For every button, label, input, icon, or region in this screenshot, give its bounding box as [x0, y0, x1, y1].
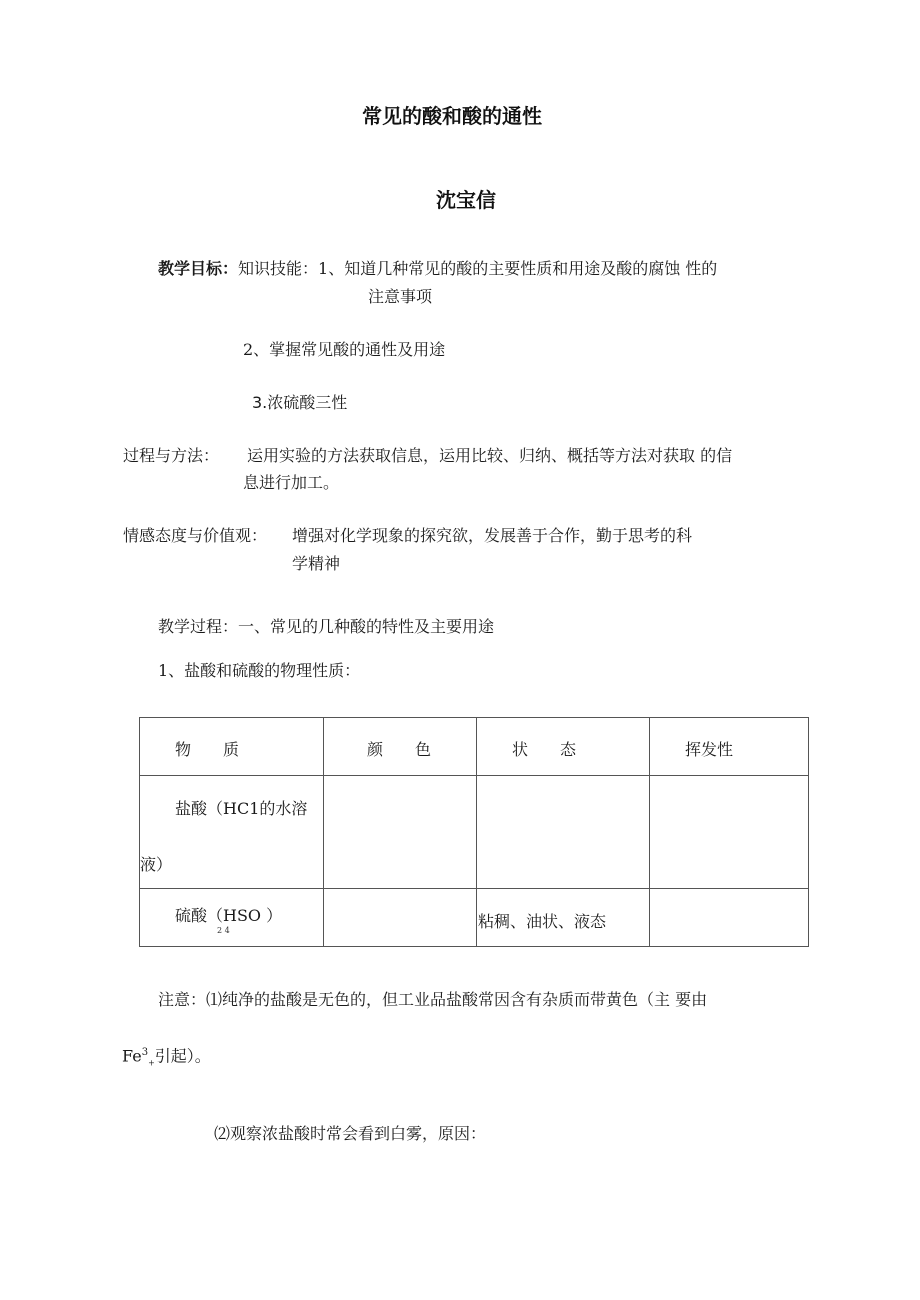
note-2: ⑵观察浓盐酸时常会看到白雾，原因：: [214, 1124, 487, 1143]
substance-hcl-line1: 盐酸（HC1的水溶: [175, 799, 308, 818]
state-cell: 粘稠、油状、液态: [477, 889, 650, 947]
objective-2: 2、掌握常见酸的通性及用途: [243, 340, 446, 359]
note-1-line1: 注意：⑴纯净的盐酸是无色的，但工业品盐酸常因含有杂质而带黄色（主 要由: [158, 990, 708, 1009]
table-row: [140, 889, 809, 947]
emotion-line1: 增强对化学现象的探究欲，发展善于合作，勤于思考的科: [292, 526, 693, 545]
process-subheading: 1、盐酸和硫酸的物理性质：: [158, 661, 361, 680]
objective-3: [252, 393, 347, 413]
color-cell: [324, 776, 477, 889]
color-cell: [324, 889, 477, 947]
objective-1-line1: 1、知道几种常见的酸的主要性质和用途及酸的腐蚀 性的: [318, 259, 718, 278]
iron-symbol: Fe: [122, 1046, 142, 1066]
objectives-label: 教学目标：: [158, 259, 239, 278]
iron-charge: 3: [141, 1047, 149, 1058]
knowledge-label: 知识技能：: [238, 259, 319, 278]
substance-h2so4: 硫酸（HSO ）: [175, 906, 283, 925]
header-cell: 颜 色: [324, 718, 477, 776]
table-row: [140, 776, 809, 889]
objective-3-text: 浓硫酸三性: [267, 393, 348, 412]
objectives-line: [158, 259, 717, 279]
process-method-line2: 息进行加工。: [243, 473, 340, 492]
substance-h2so4-subscripts: 2 4: [217, 926, 230, 935]
objective-3-number: 3.: [252, 393, 268, 412]
substance-cell: [140, 889, 324, 947]
properties-table: [139, 717, 809, 947]
process-method-label: 过程与方法：: [123, 446, 220, 465]
process-heading: 教学过程：一、常见的几种酸的特性及主要用途: [158, 617, 495, 636]
process-method-line1: 运用实验的方法获取信息，运用比较、归纳、概括等方法对获取 的信: [247, 446, 733, 465]
emotion-label: 情感态度与价值观：: [123, 526, 268, 545]
header-cell: 物 质: [140, 718, 324, 776]
table-header-row: [140, 718, 809, 776]
volatility-cell: [650, 889, 809, 947]
header-cell: 状 态: [477, 718, 650, 776]
note-1-line2: [122, 1043, 211, 1074]
emotion-line2: 学精神: [292, 554, 341, 573]
substance-cell: [140, 776, 324, 889]
objective-1-line2: 注意事项: [368, 287, 433, 306]
note-1-rest: 引起）。: [154, 1046, 211, 1066]
state-cell: [477, 776, 650, 889]
volatility-cell: [650, 776, 809, 889]
document-author: 沈宝信: [436, 188, 496, 212]
document-title: 常见的酸和酸的通性: [362, 104, 542, 128]
iron-charge-sign: +: [148, 1058, 155, 1068]
header-cell: 挥发性: [650, 718, 809, 776]
substance-hcl-line2: 液）: [140, 855, 173, 874]
